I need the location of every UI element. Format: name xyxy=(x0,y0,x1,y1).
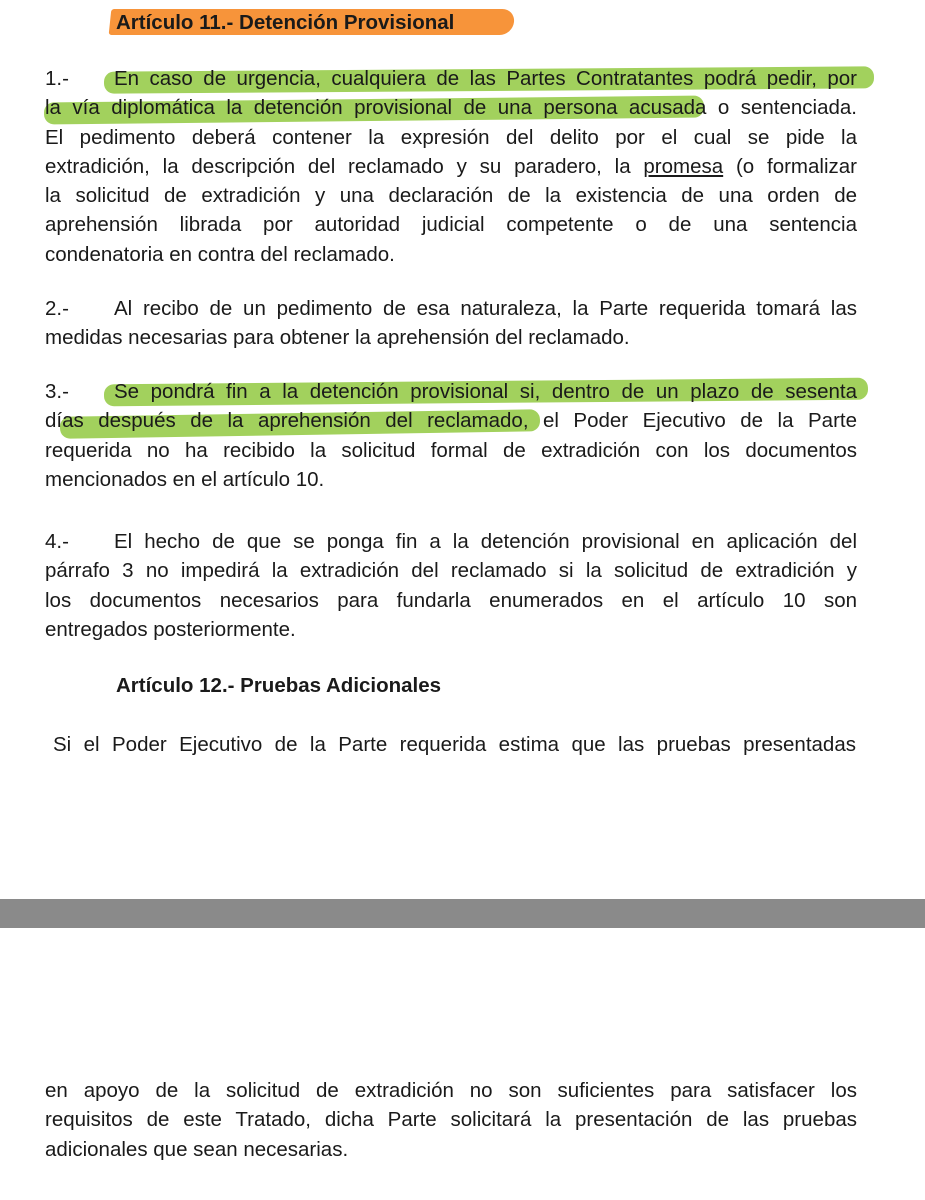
paragraph-2 xyxy=(45,294,857,353)
paragraph-line: mencionados en el artículo 10. xyxy=(45,467,325,491)
article-12-continuation xyxy=(45,1076,857,1164)
page-break-band xyxy=(0,899,925,928)
paragraph-line: 4.- El hecho de que se ponga fin a la detención provisional en aplicación del xyxy=(45,527,857,556)
paragraph-3 xyxy=(45,377,857,494)
paragraph-line: condenatoria en contra del reclamado. xyxy=(45,242,395,266)
paragraph-line: 1.- En caso de urgencia, cualquiera de las Partes Contratantes podrá pedir, por xyxy=(45,64,857,93)
paragraph-line: requisitos de este Tratado, dicha Parte solicitará la presentación de las pruebas xyxy=(45,1108,857,1132)
paragraph-line: requerida no ha recibido la solicitud formal de extradición con los documentos xyxy=(45,438,857,462)
paragraph-line: la solicitud de extradición y una declaración de la existencia de una orden de xyxy=(45,184,857,208)
paragraph-line: 3.- Se pondrá fin a la detención provisional si, dentro de un plazo de sesenta xyxy=(45,377,857,406)
paragraph-line: 2.- Al recibo de un pedimento de esa naturaleza, la Parte requerida tomará las xyxy=(45,294,857,323)
paragraph-line: Si el Poder Ejecutivo de la Parte requerida estima que las pruebas presentadas xyxy=(53,733,856,756)
paragraph-line: la vía diplomática la detención provisional de una persona acusada o sentenciada. xyxy=(45,96,857,120)
article-11-heading: Artículo 11.- Detención Provisional xyxy=(116,11,455,34)
article-12-heading: Artículo 12.- Pruebas Adicionales xyxy=(116,674,442,697)
paragraph-number: 1.- xyxy=(45,67,69,90)
paragraph-line: extradición, la descripción del reclamado y su paradero, la promesa (o formalizar xyxy=(45,154,857,178)
paragraph-number: 4.- xyxy=(45,530,69,553)
paragraph-line: aprehensión librada por autoridad judicial competente o de una sentencia xyxy=(45,213,857,237)
article-12-intro xyxy=(53,730,856,759)
paragraph-line: medidas necesarias para obtener la aprehensión del reclamado. xyxy=(45,326,630,350)
paragraph-line: adicionales que sean necesarias. xyxy=(45,1137,349,1161)
underlined-word: promesa xyxy=(643,154,724,178)
paragraph-line: entregados posteriormente. xyxy=(45,617,296,641)
paragraph-line: en apoyo de la solicitud de extradición no son suficientes para satisfacer los xyxy=(45,1079,857,1102)
paragraph-line: El pedimento deberá contener la expresión del delito por el cual se pide la xyxy=(45,125,857,149)
paragraph-number: 3.- xyxy=(45,380,69,403)
paragraph-line: párrafo 3 no impedirá la extradición del reclamado si la solicitud de extradición y xyxy=(45,559,857,583)
paragraph-number: 2.- xyxy=(45,297,69,320)
paragraph-1 xyxy=(45,64,857,269)
paragraph-4 xyxy=(45,527,857,644)
paragraph-line: los documentos necesarios para fundarla enumerados en el artículo 10 son xyxy=(45,588,857,612)
paragraph-line: días después de la aprehensión del reclamado, el Poder Ejecutivo de la Parte xyxy=(45,409,857,433)
